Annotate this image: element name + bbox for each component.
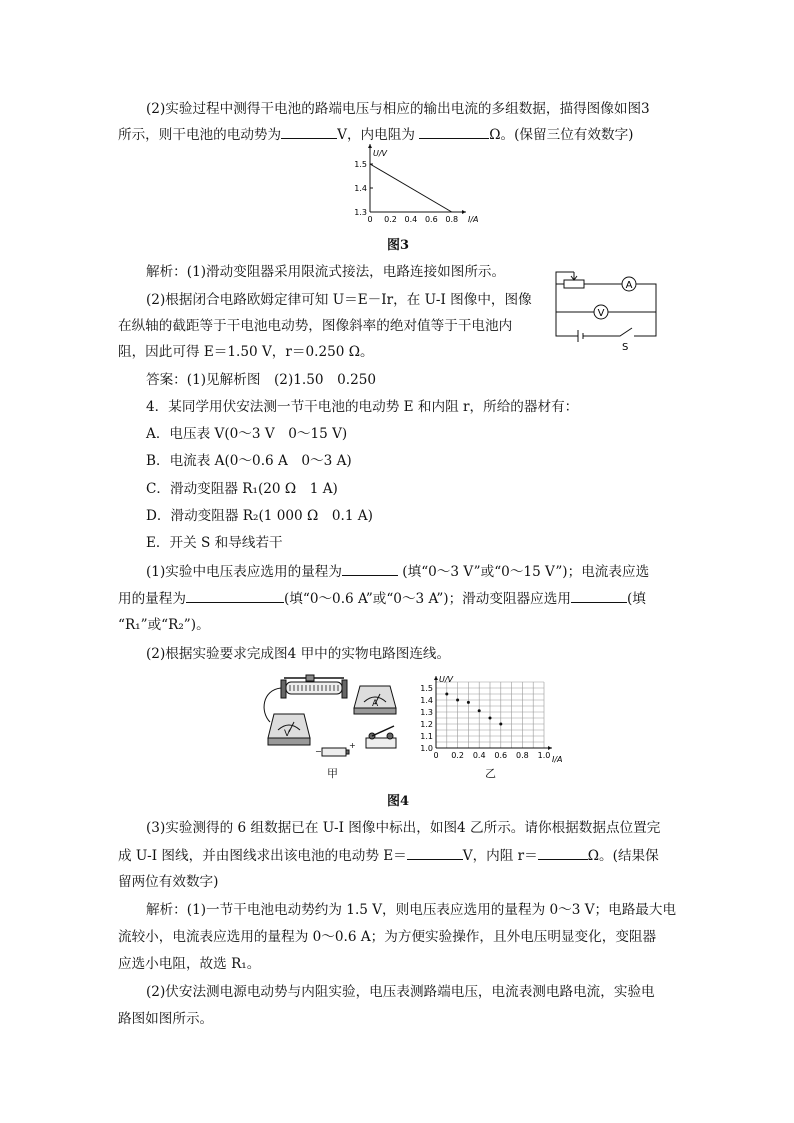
data-point — [445, 693, 448, 696]
voltmeter-label: V — [597, 308, 605, 319]
q3-analysis-1: 解析：(1)滑动变阻器采用限流式接法，电路连接如图所示。 — [146, 264, 506, 280]
q4-part1-line2 — [118, 588, 646, 609]
q3-analysis-2-l1: (2)根据闭合电路欧姆定律可知 U＝E－Ir，在 U-I 图像中，图像 — [146, 292, 532, 308]
fig4-caption: 图4 — [387, 794, 410, 809]
y-tick-label: 1.5 — [420, 684, 433, 693]
x-tick-label: 0.4 — [404, 215, 418, 224]
y-tick-label: 1.3 — [420, 708, 433, 717]
x-tick-label: 0.4 — [472, 751, 486, 760]
q3-part2-text-c: Ω。(保留三位有效数字) — [489, 127, 634, 143]
circuit-diagram — [550, 266, 662, 354]
x-axis-label: I/A — [468, 215, 479, 224]
q4-part1-text-a: (1)实验中电压表应选用的量程为 — [146, 564, 342, 580]
y-axis-label: U/V — [373, 149, 388, 158]
q4-stem: 4．某同学用伏安法测一节干电池的电动势 E 和内阻 r，所给的器材有： — [146, 399, 579, 415]
q4-part2: (2)根据实验要求完成图4 甲中的实物电路图连线。 — [146, 646, 451, 662]
fig3-chart — [346, 146, 479, 228]
q3-resistance-blank[interactable] — [419, 124, 489, 139]
y-tick-label: 1.0 — [420, 744, 433, 753]
q4-part3-line1: (3)实验测得的 6 组数据已在 U-I 图像中标出，如图4 乙所示。请你根据数据点位置完 — [146, 820, 661, 836]
data-point — [499, 723, 502, 726]
q4-part1-line1 — [146, 561, 649, 582]
q4-part3-text-a: 成 U-I 图线，并由图线求出该电池的电动势 E＝ — [118, 848, 407, 864]
x-axis-arrow — [462, 210, 466, 214]
x-tick-label: 0 — [433, 751, 439, 760]
q4-part3-line3: 留两位有效数字) — [118, 874, 219, 890]
switch-label: S — [622, 342, 629, 353]
data-point — [456, 699, 459, 702]
fig4-jia-label: 甲 — [327, 767, 338, 780]
q4-option-c: C．滑动变阻器 R₁(20 Ω 1 A) — [146, 481, 338, 497]
q4-rheostat-blank[interactable] — [571, 588, 627, 603]
y-tick-label: 1.5 — [354, 160, 367, 169]
ammeter-label: A — [372, 699, 379, 709]
series-line — [370, 164, 452, 212]
fig4-yi-chart — [410, 670, 570, 766]
x-tick-label: 0 — [367, 215, 373, 224]
q3-part2-line2 — [118, 124, 633, 145]
circuit-left-wire — [556, 272, 578, 336]
y-axis-arrow — [434, 676, 438, 680]
q4-voltmeter-range-blank[interactable] — [342, 561, 398, 576]
x-tick-label: 0.6 — [424, 215, 438, 224]
y-tick-label: 1.2 — [420, 720, 433, 729]
battery-icon — [578, 330, 583, 342]
svg-text:+: + — [349, 741, 356, 750]
q4-solution1-l3: 应选小电阻，故选 R₁。 — [118, 956, 261, 972]
q4-part1-text-b: (填“0～3 V”或“0～15 V”)；电流表应选 — [397, 564, 650, 580]
q4-solution1-l1: 解析：(1)一节干电池电动势约为 1.5 V，则电压表应选用的量程为 0～3 V；电路最大电 — [146, 902, 677, 918]
data-point — [467, 701, 470, 704]
q4-part3-line2 — [118, 845, 659, 866]
q4-option-b: B．电流表 A(0～0.6 A 0～3 A) — [146, 453, 352, 469]
q3-part2-text-b: V，内电阻为 — [337, 127, 415, 143]
q4-solution1-l2: 流较小，电流表应选用的量程为 0～0.6 A；为方便实验操作，且外电压明显变化，变阻器 — [118, 929, 657, 945]
rheostat-icon — [281, 675, 347, 698]
x-tick-label: 0.8 — [445, 215, 459, 224]
q4-part1-line3: “R₁”或“R₂”)。 — [118, 617, 210, 633]
q3-part2-text-a: 所示，则干电池的电动势为 — [118, 127, 282, 143]
x-tick-label: 0.2 — [451, 751, 464, 760]
q4-option-d: D．滑动变阻器 R₂(1 000 Ω 0.1 A) — [146, 508, 373, 524]
ammeter-label: A — [625, 280, 633, 291]
q3-part2-line1: (2)实验过程中测得干电池的路端电压与相应的输出电流的多组数据，描得图像如图3 — [146, 101, 650, 117]
svg-text:−: − — [315, 747, 322, 756]
switch-icon — [366, 726, 396, 748]
q3-analysis-2-l3: 阻，因此可得 E＝1.50 V，r＝0.250 Ω。 — [118, 344, 374, 360]
q4-part1-text-d: (填“0～0.6 A”或“0～3 A”)；滑动变阻器应选用 — [283, 591, 571, 607]
q3-answer: 答案：(1)见解析图 (2)1.50 0.250 — [146, 372, 377, 388]
x-tick-label: 0.8 — [516, 751, 529, 760]
battery-icon — [315, 741, 356, 756]
data-point — [478, 709, 481, 712]
q4-ammeter-range-blank[interactable] — [186, 588, 284, 603]
switch-icon — [583, 312, 656, 336]
x-tick-label: 1.0 — [537, 751, 551, 760]
fig4-yi-label: 乙 — [485, 767, 496, 780]
q4-part3-text-c: Ω。(结果保 — [587, 848, 659, 864]
rheostat-icon — [564, 280, 584, 288]
voltmeter-label: V — [284, 729, 291, 739]
q3-analysis-2-l2: 在纵轴的截距等于干电池电动势，图像斜率的绝对值等于干电池内 — [118, 318, 513, 334]
q4-solution2-l1: (2)伏安法测电源电动势与内阻实验，电压表测路端电压，电流表测电路电流，实验电 — [146, 984, 655, 1000]
q4-resistance-blank[interactable] — [538, 845, 588, 860]
q3-emf-blank[interactable] — [281, 124, 337, 139]
x-axis-label: I/A — [552, 755, 563, 764]
y-tick-label: 1.4 — [354, 184, 367, 193]
q4-option-a: A．电压表 V(0～3 V 0～15 V) — [146, 426, 348, 442]
q4-emf-blank[interactable] — [407, 845, 463, 860]
x-tick-label: 0.2 — [384, 215, 397, 224]
fig4-apparatus — [258, 672, 408, 766]
q4-part1-text-e: (填 — [626, 591, 646, 607]
fig3-caption: 图3 — [387, 238, 410, 253]
y-tick-label: 1.3 — [354, 208, 367, 217]
q4-solution2-l2: 路图如图所示。 — [118, 1011, 214, 1027]
data-point — [489, 717, 492, 720]
x-axis-arrow — [548, 746, 552, 750]
q4-part3-text-b: V，内阻 r＝ — [462, 848, 538, 864]
q4-option-e: E．开关 S 和导线若干 — [146, 535, 283, 551]
y-tick-label: 1.4 — [420, 696, 433, 705]
q4-part1-text-c: 用的量程为 — [118, 591, 186, 607]
y-axis-label: U/V — [439, 675, 454, 684]
y-tick-label: 1.1 — [420, 732, 433, 741]
x-tick-label: 0.6 — [494, 751, 508, 760]
